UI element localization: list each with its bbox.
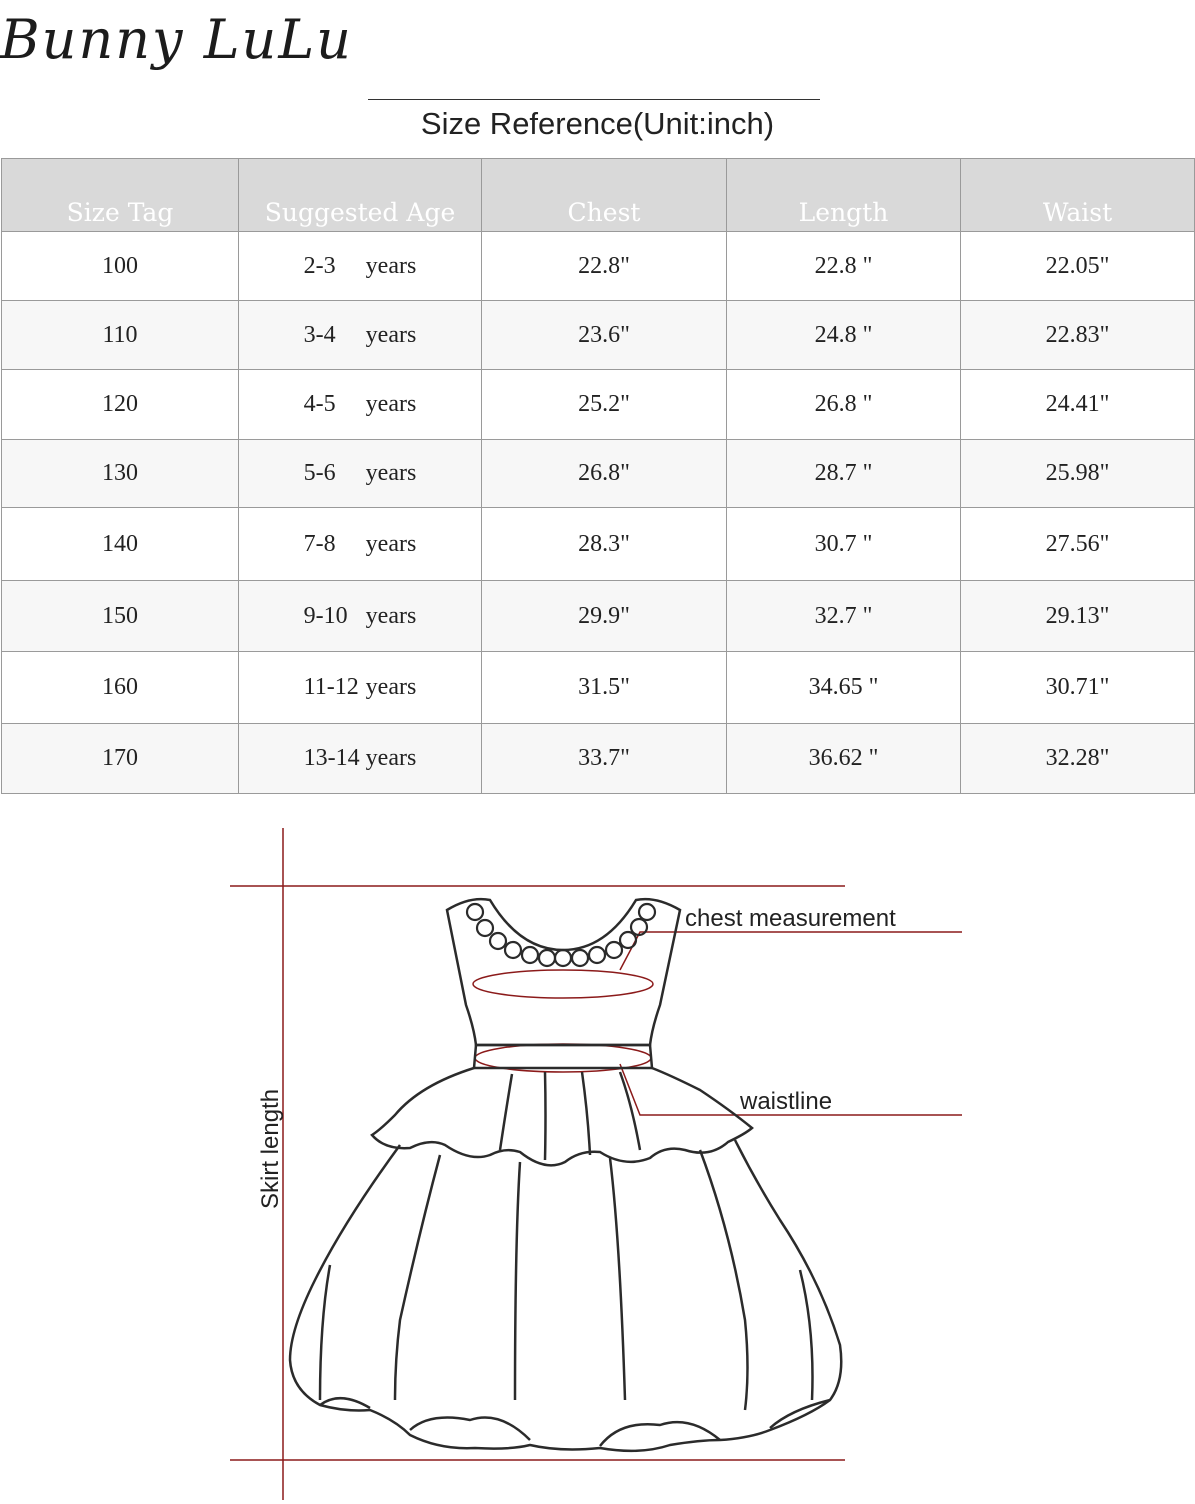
table-row [2,301,1195,370]
table-row [2,440,1195,508]
age-range: 13-14 [303,745,360,771]
size-cell: 130 [2,440,239,508]
chest-measurement-label: chest measurement [685,905,896,932]
waist-cell: 27.56" [961,508,1195,581]
skirt-length-label: Skirt length [257,1088,284,1209]
age-cell [239,301,482,370]
chest-cell: 33.7" [482,724,727,794]
table-row [2,370,1195,440]
age-range: 9-10 [303,602,348,629]
chest-cell: 26.8" [482,440,727,508]
age-unit: years [365,252,417,279]
size-cell: 140 [2,508,239,581]
table-row [2,724,1195,794]
waist-cell: 24.41" [961,370,1195,440]
age-range: 2-3 [303,252,336,279]
table-header-row [2,159,1195,232]
size-cell: 100 [2,232,239,301]
size-cell: 150 [2,581,239,652]
age-unit: years [365,602,417,629]
waist-cell: 29.13" [961,581,1195,652]
age-range: 3-4 [303,321,336,348]
age-unit: years [365,530,417,557]
length-cell: 32.7 " [727,581,961,652]
waist-cell: 25.98" [961,440,1195,508]
table-row [2,652,1195,724]
age-cell [239,440,482,508]
age-unit: years [365,745,417,771]
length-cell: 30.7 " [727,508,961,581]
size-cell: 120 [2,370,239,440]
waist-cell: 22.83" [961,301,1195,370]
header-chest: Chest [482,159,727,232]
length-cell: 22.8 " [727,232,961,301]
length-cell: 24.8 " [727,301,961,370]
table-row [2,508,1195,581]
age-cell [239,581,482,652]
table-row [2,581,1195,652]
age-unit: years [365,460,417,486]
length-cell: 34.65 " [727,652,961,724]
waist-cell: 32.28" [961,724,1195,794]
chest-cell: 22.8" [482,232,727,301]
header-waist: Waist [961,159,1195,232]
size-table [1,158,1195,794]
waistline-label: waistline [740,1088,833,1115]
age-unit: years [365,391,417,417]
header-length: Length [727,159,961,232]
length-cell: 26.8 " [727,370,961,440]
table-row [2,232,1195,301]
age-range: 4-5 [303,391,336,417]
age-unit: years [365,321,417,348]
length-cell: 28.7 " [727,440,961,508]
chest-cell: 29.9" [482,581,727,652]
age-range: 7-8 [303,530,336,557]
size-cell: 170 [2,724,239,794]
chest-cell: 31.5" [482,652,727,724]
page-subtitle: Size Reference(Unit:inch) [420,106,775,141]
chest-cell: 23.6" [482,301,727,370]
age-unit: years [365,674,417,700]
length-cell: 36.62 " [727,724,961,794]
age-range: 11-12 [303,674,359,700]
chest-cell: 28.3" [482,508,727,581]
age-cell [239,724,482,794]
header-suggested-age: Suggested Age [239,159,482,232]
size-cell: 160 [2,652,239,724]
brand-logo: Bunny LuLu [0,8,353,71]
brand-divider [368,99,820,100]
dress-illustration [0,800,1195,1500]
waist-cell: 22.05" [961,232,1195,301]
age-cell [239,370,482,440]
age-range: 5-6 [303,460,336,486]
waist-cell: 30.71" [961,652,1195,724]
measurement-diagram [0,800,1195,1500]
age-cell [239,652,482,724]
chest-cell: 25.2" [482,370,727,440]
size-cell: 110 [2,301,239,370]
header-size-tag: Size Tag [2,159,239,232]
age-cell [239,232,482,301]
chest-ellipse [473,970,653,998]
age-cell [239,508,482,581]
